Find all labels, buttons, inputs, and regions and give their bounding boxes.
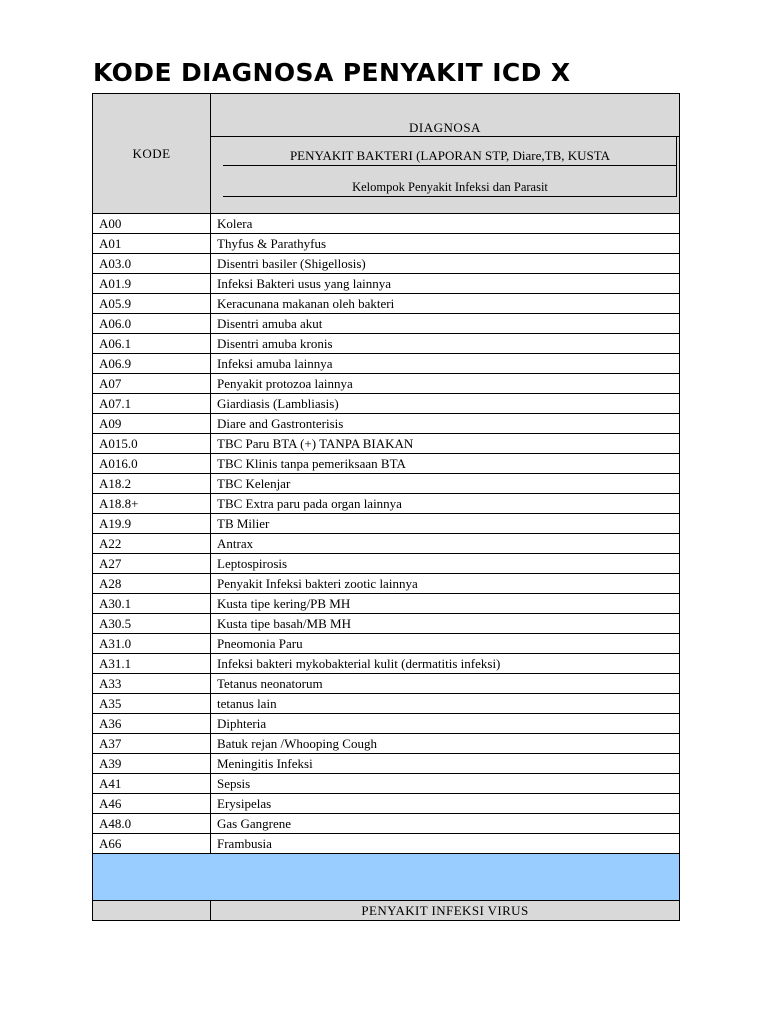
table-row — [93, 474, 680, 494]
table-row — [93, 334, 680, 354]
table-row — [93, 454, 680, 474]
diagnosis-name-cell: Kusta tipe basah/MB MH — [211, 614, 680, 634]
icd-code-cell: A01.9 — [93, 274, 211, 294]
diagnosis-name-cell: TBC Paru BTA (+) TANPA BIAKAN — [211, 434, 680, 454]
diagnosis-name-cell: Meningitis Infeksi — [211, 754, 680, 774]
next-section-code-cell — [93, 901, 211, 921]
diagnosis-name-cell: Pneomonia Paru — [211, 634, 680, 654]
table-row — [93, 294, 680, 314]
diagnosis-name-cell: TBC Extra paru pada organ lainnya — [211, 494, 680, 514]
diagnosis-name-cell: Antrax — [211, 534, 680, 554]
diagnosis-name-cell: Keracunana makanan oleh bakteri — [211, 294, 680, 314]
icd-code-cell: A06.1 — [93, 334, 211, 354]
table-row — [93, 554, 680, 574]
icd-code-cell: A07 — [93, 374, 211, 394]
icd-code-cell: A37 — [93, 734, 211, 754]
column-header-kode: KODE — [93, 94, 211, 214]
icd-code-cell: A48.0 — [93, 814, 211, 834]
icd-code-cell: A28 — [93, 574, 211, 594]
table-header-row — [93, 94, 680, 214]
icd-code-cell: A66 — [93, 834, 211, 854]
icd-code-cell: A01 — [93, 234, 211, 254]
diagnosis-name-cell: Thyfus & Parathyfus — [211, 234, 680, 254]
table-row — [93, 634, 680, 654]
table-row — [93, 734, 680, 754]
diagnosis-name-cell: Kusta tipe kering/PB MH — [211, 594, 680, 614]
next-section-heading: PENYAKIT INFEKSI VIRUS — [211, 901, 680, 921]
icd-code-cell: A09 — [93, 414, 211, 434]
diagnosis-name-cell: Erysipelas — [211, 794, 680, 814]
table-row — [93, 274, 680, 294]
icd-code-cell: A36 — [93, 714, 211, 734]
diagnosis-name-cell: Infeksi amuba lainnya — [211, 354, 680, 374]
diagnosis-name-cell: Kolera — [211, 214, 680, 234]
diagnosis-name-cell: Leptospirosis — [211, 554, 680, 574]
icd-code-cell: A39 — [93, 754, 211, 774]
diagnosis-name-cell: Penyakit Infeksi bakteri zootic lainnya — [211, 574, 680, 594]
table-row — [93, 834, 680, 854]
column-header-diagnosa — [211, 94, 680, 214]
group-heading-bakteri: PENYAKIT BAKTERI (LAPORAN STP, Diare,TB, KUSTA — [223, 148, 677, 166]
table-row — [93, 774, 680, 794]
icd-code-cell: A35 — [93, 694, 211, 714]
table-row — [93, 314, 680, 334]
icd-code-cell: A41 — [93, 774, 211, 794]
table-row — [93, 394, 680, 414]
table-row — [93, 814, 680, 834]
diagnosis-name-cell: Diare and Gastronterisis — [211, 414, 680, 434]
diagnosis-name-cell: TBC Klinis tanpa pemeriksaan BTA — [211, 454, 680, 474]
diagnosis-name-cell: Tetanus neonatorum — [211, 674, 680, 694]
icd-code-cell: A016.0 — [93, 454, 211, 474]
icd-code-cell: A06.9 — [93, 354, 211, 374]
icd-code-cell: A27 — [93, 554, 211, 574]
icd-code-cell: A015.0 — [93, 434, 211, 454]
diagnosis-name-cell: Diphteria — [211, 714, 680, 734]
table-row — [93, 714, 680, 734]
table-row — [93, 694, 680, 714]
icd-code-cell: A30.5 — [93, 614, 211, 634]
icd-code-cell: A19.9 — [93, 514, 211, 534]
table-row — [93, 594, 680, 614]
table-row — [93, 354, 680, 374]
icd-code-table — [92, 93, 680, 921]
diagnosis-name-cell: Giardiasis (Lambliasis) — [211, 394, 680, 414]
table-row — [93, 754, 680, 774]
table-row — [93, 514, 680, 534]
diagnosis-name-cell: Infeksi Bakteri usus yang lainnya — [211, 274, 680, 294]
table-row — [93, 794, 680, 814]
icd-code-cell: A18.2 — [93, 474, 211, 494]
icd-code-cell: A07.1 — [93, 394, 211, 414]
table-body — [93, 214, 680, 854]
icd-code-cell: A06.0 — [93, 314, 211, 334]
icd-code-cell: A22 — [93, 534, 211, 554]
icd-code-cell: A31.0 — [93, 634, 211, 654]
table-row — [93, 494, 680, 514]
table-row — [93, 614, 680, 634]
table-row — [93, 534, 680, 554]
icd-code-cell: A00 — [93, 214, 211, 234]
table-row — [93, 434, 680, 454]
next-section-row — [93, 901, 680, 921]
table-row — [93, 234, 680, 254]
table-row — [93, 254, 680, 274]
table-row — [93, 674, 680, 694]
icd-code-cell: A46 — [93, 794, 211, 814]
diagnosis-name-cell: Disentri basiler (Shigellosis) — [211, 254, 680, 274]
icd-code-cell: A30.1 — [93, 594, 211, 614]
icd-code-cell: A18.8+ — [93, 494, 211, 514]
diagnosis-name-cell: TB Milier — [211, 514, 680, 534]
diagnosis-name-cell: tetanus lain — [211, 694, 680, 714]
table-row — [93, 654, 680, 674]
table-row — [93, 574, 680, 594]
diagnosa-label: DIAGNOSA — [409, 120, 481, 135]
diagnosis-name-cell: Sepsis — [211, 774, 680, 794]
icd-code-cell: A33 — [93, 674, 211, 694]
table-row — [93, 214, 680, 234]
icd-code-cell: A31.1 — [93, 654, 211, 674]
diagnosis-name-cell: Infeksi bakteri mykobakterial kulit (dermatitis infeksi) — [211, 654, 680, 674]
table-row — [93, 414, 680, 434]
section-band-row — [93, 854, 680, 901]
diagnosis-name-cell: Penyakit protozoa lainnya — [211, 374, 680, 394]
diagnosis-name-cell: Gas Gangrene — [211, 814, 680, 834]
diagnosis-name-cell: TBC Kelenjar — [211, 474, 680, 494]
diagnosis-name-cell: Disentri amuba kronis — [211, 334, 680, 354]
subgroup-heading-infeksi-parasit: Kelompok Penyakit Infeksi dan Parasit — [223, 180, 677, 197]
icd-code-cell: A05.9 — [93, 294, 211, 314]
icd-code-cell: A03.0 — [93, 254, 211, 274]
table-row — [93, 374, 680, 394]
diagnosis-name-cell: Disentri amuba akut — [211, 314, 680, 334]
diagnosis-name-cell: Batuk rejan /Whooping Cough — [211, 734, 680, 754]
document-title: KODE DIAGNOSA PENYAKIT ICD X — [93, 58, 571, 87]
section-band — [93, 854, 680, 901]
diagnosis-name-cell: Frambusia — [211, 834, 680, 854]
